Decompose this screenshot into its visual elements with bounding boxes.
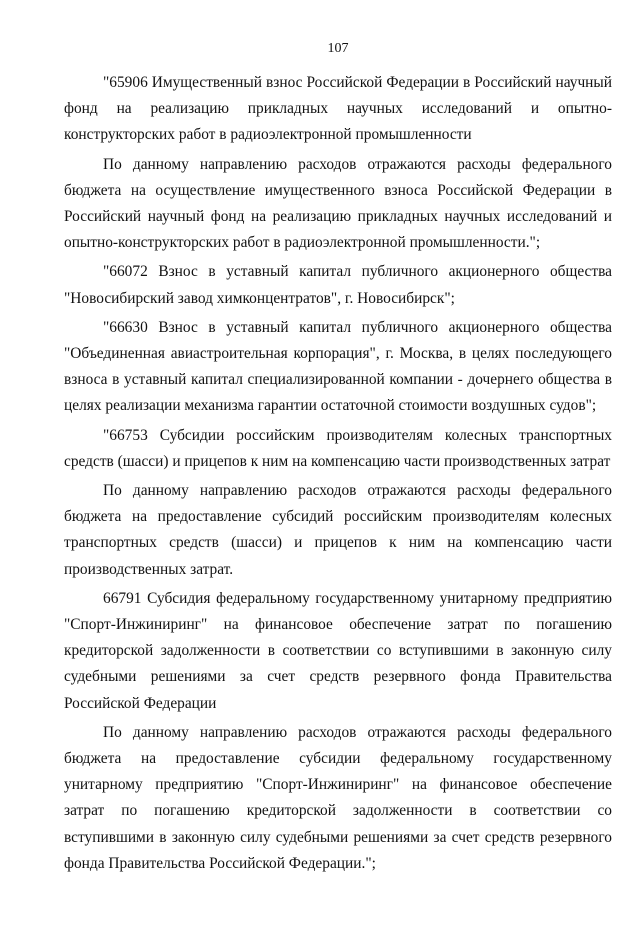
paragraph-66791-description: По данному направлению расходов отражаются расходы федерального бюджета на предоставление субсидии федеральному государственному унитарному предприятию "Спорт-Инжиниринг" на финансовое обеспечение затрат по погашению кредиторской задолженности в соответствии со вступившими в законную силу судебными решениями за счет средств резервного фонда Правительства Российской Федерации."; (64, 723, 612, 872)
paragraph-66791-title: 66791 Субсидия федеральному государственному унитарному предприятию "Спорт-Инжиниринг" на финансовое обеспечение затрат по погашению кредиторской задолженности в соответствии со вступившими в законную силу судебными решениями за счет средств резервного фонда Правительства Российской Федерации (64, 589, 612, 712)
paragraph-66630-title: "66630 Взнос в уставный капитал публичного акционерного общества "Объединенная авиастроительная корпорация", г. Москва, в целях последующего взноса в уставный капитал специализированной компании - дочернего общества в целях реализации механизма гарантии остаточной стоимости воздушных судов"; (64, 318, 612, 415)
paragraph-66753-title: "66753 Субсидии российским производителям колесных транспортных средств (шасси) и прицепов к ним на компенсацию части производственных затрат (64, 426, 612, 470)
paragraph-65906-description: По данному направлению расходов отражаются расходы федерального бюджета на осуществление имущественного взноса Российской Федерации в Российский научный фонд на реализацию прикладных научных исследований и опытно-конструкторских работ в радиоэлектронной промышленности."; (64, 155, 612, 252)
document-page (64, 40, 612, 880)
page-number: 107 (327, 41, 349, 56)
paragraph-66753-description: По данному направлению расходов отражаются расходы федерального бюджета на предоставление субсидий российским производителям колесных транспортных средств (шасси) и прицепов к ним на компенсацию части производственных затрат. (64, 482, 612, 578)
paragraph-66072-title: "66072 Взнос в уставный капитал публичного акционерного общества "Новосибирский завод химконцентратов", г. Новосибирск"; (64, 263, 612, 307)
paragraph-65906-title: "65906 Имущественный взнос Российской Федерации в Российский научный фонд на реализацию прикладных научных исследований и опытно-конструкторских работ в радиоэлектронной промышленности (64, 74, 612, 144)
